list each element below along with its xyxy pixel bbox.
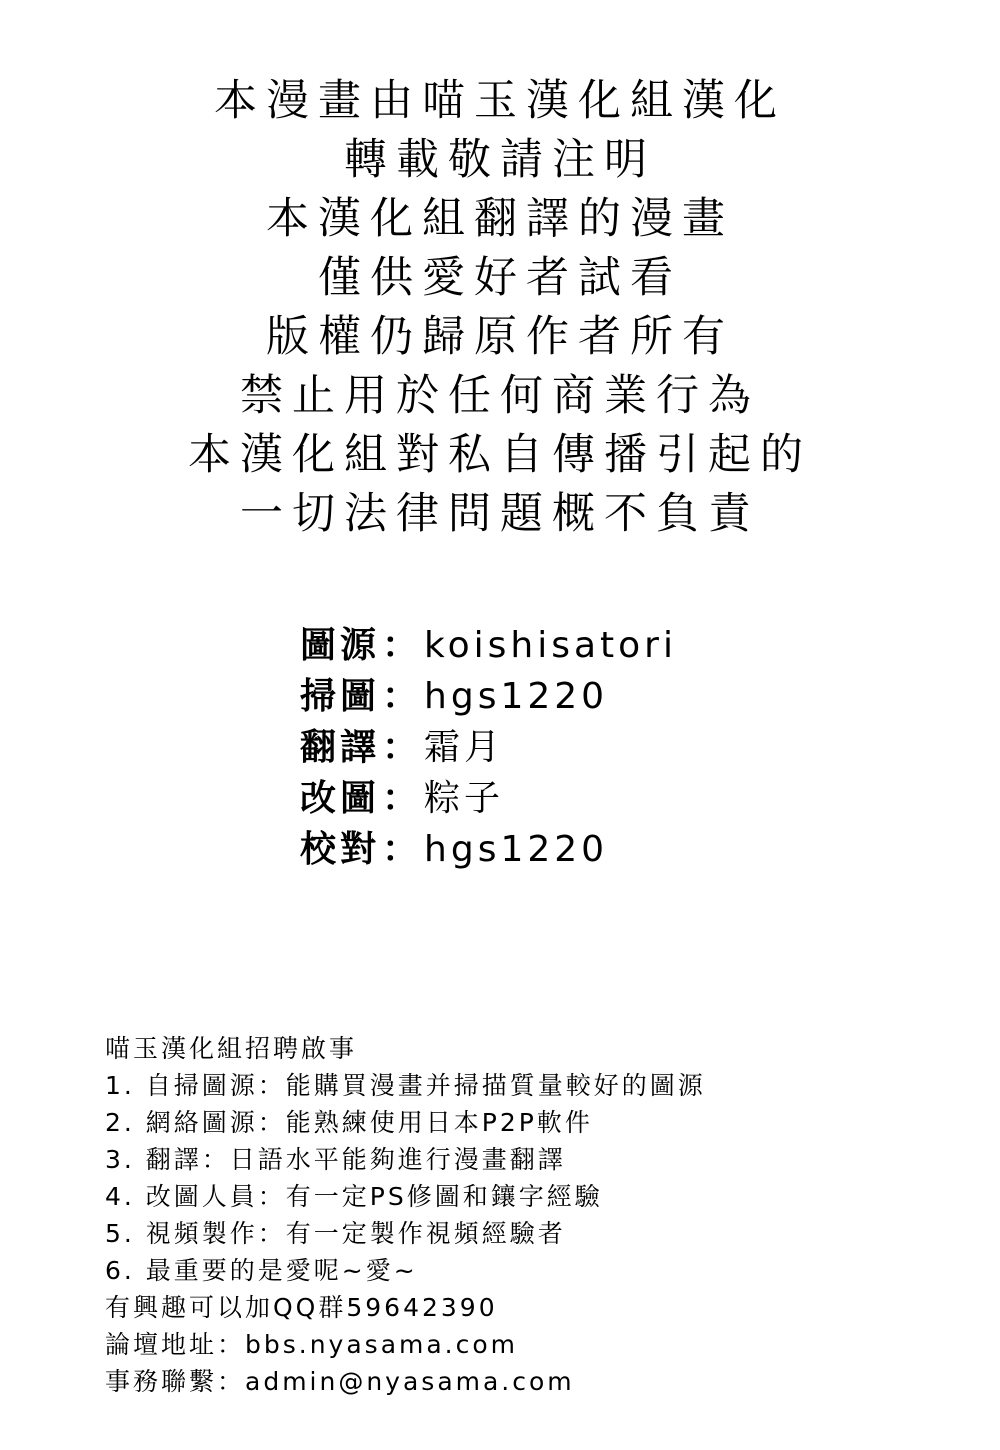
contact-email: 事務聯繫：admin@nyasama.com xyxy=(105,1367,575,1396)
credit-separator: ： xyxy=(382,727,419,768)
disclaimer-line: 僅供愛好者試看 xyxy=(318,253,682,303)
credit-role: 校對 xyxy=(300,829,381,870)
forum-address: 論壇地址：bbs.nyasama.com xyxy=(105,1330,519,1359)
credit-role: 圖源 xyxy=(300,625,381,666)
disclaimer-line: 一切法律問題概不負責 xyxy=(240,489,760,539)
recruitment-item: 4. 改圖人員：有一定PS修圖和鑲字經驗 xyxy=(105,1182,603,1211)
credit-role: 改圖 xyxy=(300,778,381,819)
credit-separator: ： xyxy=(382,625,419,666)
credit-separator: ： xyxy=(382,778,419,819)
credit-row-editing xyxy=(300,773,960,824)
credit-name: 粽子 xyxy=(424,778,505,819)
credit-row-source xyxy=(300,620,960,671)
credit-name: hgs1220 xyxy=(424,829,609,870)
credit-name: 霜月 xyxy=(424,727,505,768)
credit-separator: ： xyxy=(382,676,419,717)
qq-group-text: 有興趣可以加QQ群59642390 xyxy=(105,1293,498,1322)
recruitment-item: 5. 視頻製作：有一定製作視頻經驗者 xyxy=(105,1219,566,1248)
disclaimer-line: 禁止用於任何商業行為 xyxy=(240,371,760,421)
recruitment-block xyxy=(105,1030,965,1400)
recruitment-item: 1. 自掃圖源：能購買漫畫并掃描質量較好的圖源 xyxy=(105,1071,706,1100)
disclaimer-line: 本漢化組翻譯的漫畫 xyxy=(266,194,734,244)
credits-block xyxy=(300,620,960,875)
recruitment-item: 2. 網絡圖源：能熟練使用日本P2P軟件 xyxy=(105,1108,593,1137)
recruitment-item: 6. 最重要的是愛呢~愛~ xyxy=(105,1256,418,1285)
credit-role: 掃圖 xyxy=(300,676,381,717)
credit-row-proofreading xyxy=(300,824,960,875)
credit-role: 翻譯 xyxy=(300,727,381,768)
disclaimer-line: 本漢化組對私自傳播引起的 xyxy=(188,430,812,480)
recruitment-item: 3. 翻譯：日語水平能夠進行漫畫翻譯 xyxy=(105,1145,566,1174)
credit-row-translation xyxy=(300,722,960,773)
disclaimer-block xyxy=(0,72,1000,544)
recruitment-title: 喵玉漢化組招聘啟事 xyxy=(105,1034,358,1063)
credit-row-scan xyxy=(300,671,960,722)
disclaimer-line: 轉載敬請注明 xyxy=(344,135,656,185)
credit-name: koishisatori xyxy=(424,625,677,666)
credit-separator: ： xyxy=(382,829,419,870)
disclaimer-line: 本漫畫由喵玉漢化組漢化 xyxy=(214,76,786,126)
disclaimer-line: 版權仍歸原作者所有 xyxy=(266,312,734,362)
credit-name: hgs1220 xyxy=(424,676,609,717)
